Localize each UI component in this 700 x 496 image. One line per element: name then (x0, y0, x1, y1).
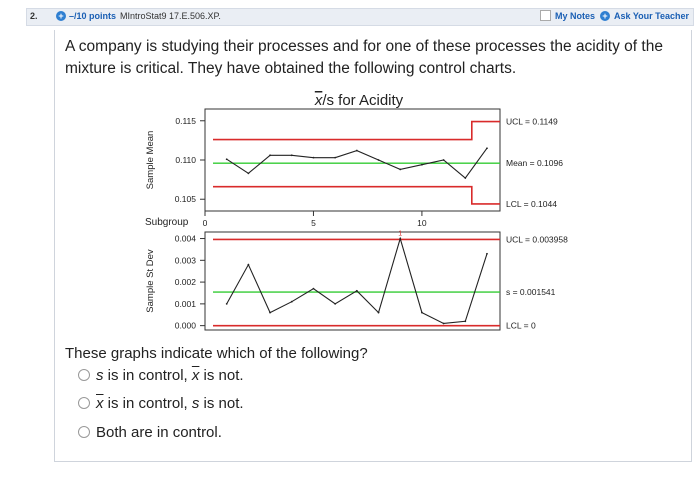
data-point (313, 157, 315, 159)
question-id: MIntroStat9 17.E.506.XP. (120, 11, 221, 21)
data-point (399, 169, 401, 171)
data-point (291, 301, 293, 303)
ucl-line (213, 122, 500, 140)
data-point (334, 303, 336, 305)
x-tick-label: 5 (311, 218, 316, 228)
data-point (443, 159, 445, 161)
option-s-in-control[interactable] (78, 367, 244, 384)
ucl-label: UCL = 0.003958 (506, 234, 568, 245)
y-axis-label: Sample Mean (145, 130, 156, 190)
data-point (464, 320, 466, 322)
data-point (421, 164, 423, 166)
data-point (334, 157, 336, 159)
data-point (269, 312, 271, 314)
option-text: is in control, (103, 395, 192, 412)
radio-button[interactable] (78, 426, 90, 438)
option-text: is not. (199, 395, 244, 412)
question-number: 2. (30, 11, 38, 21)
lcl-label: LCL = 0.1044 (506, 198, 557, 209)
y-tick-label: 0.000 (174, 320, 196, 331)
question-text: A company is studying their processes and for one of these processes the acidity of the mixture is critical. They have obtained the following control charts. (65, 38, 663, 77)
expand-icon[interactable]: + (56, 11, 66, 21)
y-tick-label: 0.110 (175, 155, 196, 165)
option-text: is in control, (103, 367, 192, 384)
data-point (313, 288, 315, 290)
points-label: –/10 points (69, 11, 117, 21)
y-tick-label: 0.001 (174, 298, 196, 309)
x-tick-label: 0 (202, 218, 208, 228)
y-tick-label: 0.004 (174, 233, 196, 244)
option-both-in-control[interactable] (78, 424, 222, 441)
center-label: Mean = 0.1096 (506, 158, 563, 169)
options-prompt: These graphs indicate which of the following? (65, 345, 368, 362)
out-of-control-flag: 1 (398, 230, 403, 238)
plot-frame (205, 109, 500, 211)
y-tick-label: 0.003 (174, 255, 196, 266)
option-var: s (191, 395, 200, 412)
option-text: is not. (199, 367, 244, 384)
data-point (464, 177, 466, 179)
mean-chart (145, 109, 563, 228)
option-var: $\overline{x}$ (96, 395, 104, 412)
ucl-label: UCL = 0.1149 (506, 116, 558, 127)
data-point (378, 159, 380, 161)
ask-teacher-icon[interactable]: + (600, 11, 610, 21)
data-point (247, 264, 249, 266)
option-var: $\overline{x}$ (191, 367, 200, 384)
lcl-label: LCL = 0 (506, 320, 536, 331)
data-point (356, 150, 358, 152)
data-point (226, 303, 228, 305)
y-tick-label: 0.115 (175, 115, 196, 126)
data-point (486, 253, 488, 255)
data-point (291, 154, 293, 156)
data-point (247, 172, 249, 174)
data-point (356, 290, 358, 292)
y-axis-label: Sample St Dev (145, 249, 156, 313)
option-x-in-control[interactable] (78, 395, 244, 412)
data-point (399, 238, 401, 240)
data-point (269, 154, 271, 156)
plot-frame (205, 232, 500, 330)
data-point (226, 158, 228, 160)
x-axis-label: Subgroup (145, 217, 189, 228)
sd-chart (145, 231, 568, 331)
data-point (421, 312, 423, 314)
lcl-line (213, 187, 500, 204)
series-line (227, 239, 487, 324)
center-label: s = 0.001541 (506, 287, 556, 298)
radio-button[interactable] (78, 397, 90, 409)
my-notes-link[interactable]: My Notes (555, 11, 596, 21)
option-var: s (96, 367, 104, 384)
y-tick-label: 0.002 (174, 277, 196, 288)
option-text: Both are in control. (96, 424, 222, 441)
ask-teacher-link[interactable]: Ask Your Teacher (614, 11, 690, 21)
y-tick-label: 0.105 (174, 194, 196, 205)
data-point (443, 323, 445, 325)
data-point (486, 147, 488, 149)
radio-button[interactable] (78, 369, 90, 381)
x-tick-label: 10 (417, 218, 427, 228)
data-point (378, 312, 380, 314)
chart-title: x/s for Acidity (314, 92, 404, 109)
